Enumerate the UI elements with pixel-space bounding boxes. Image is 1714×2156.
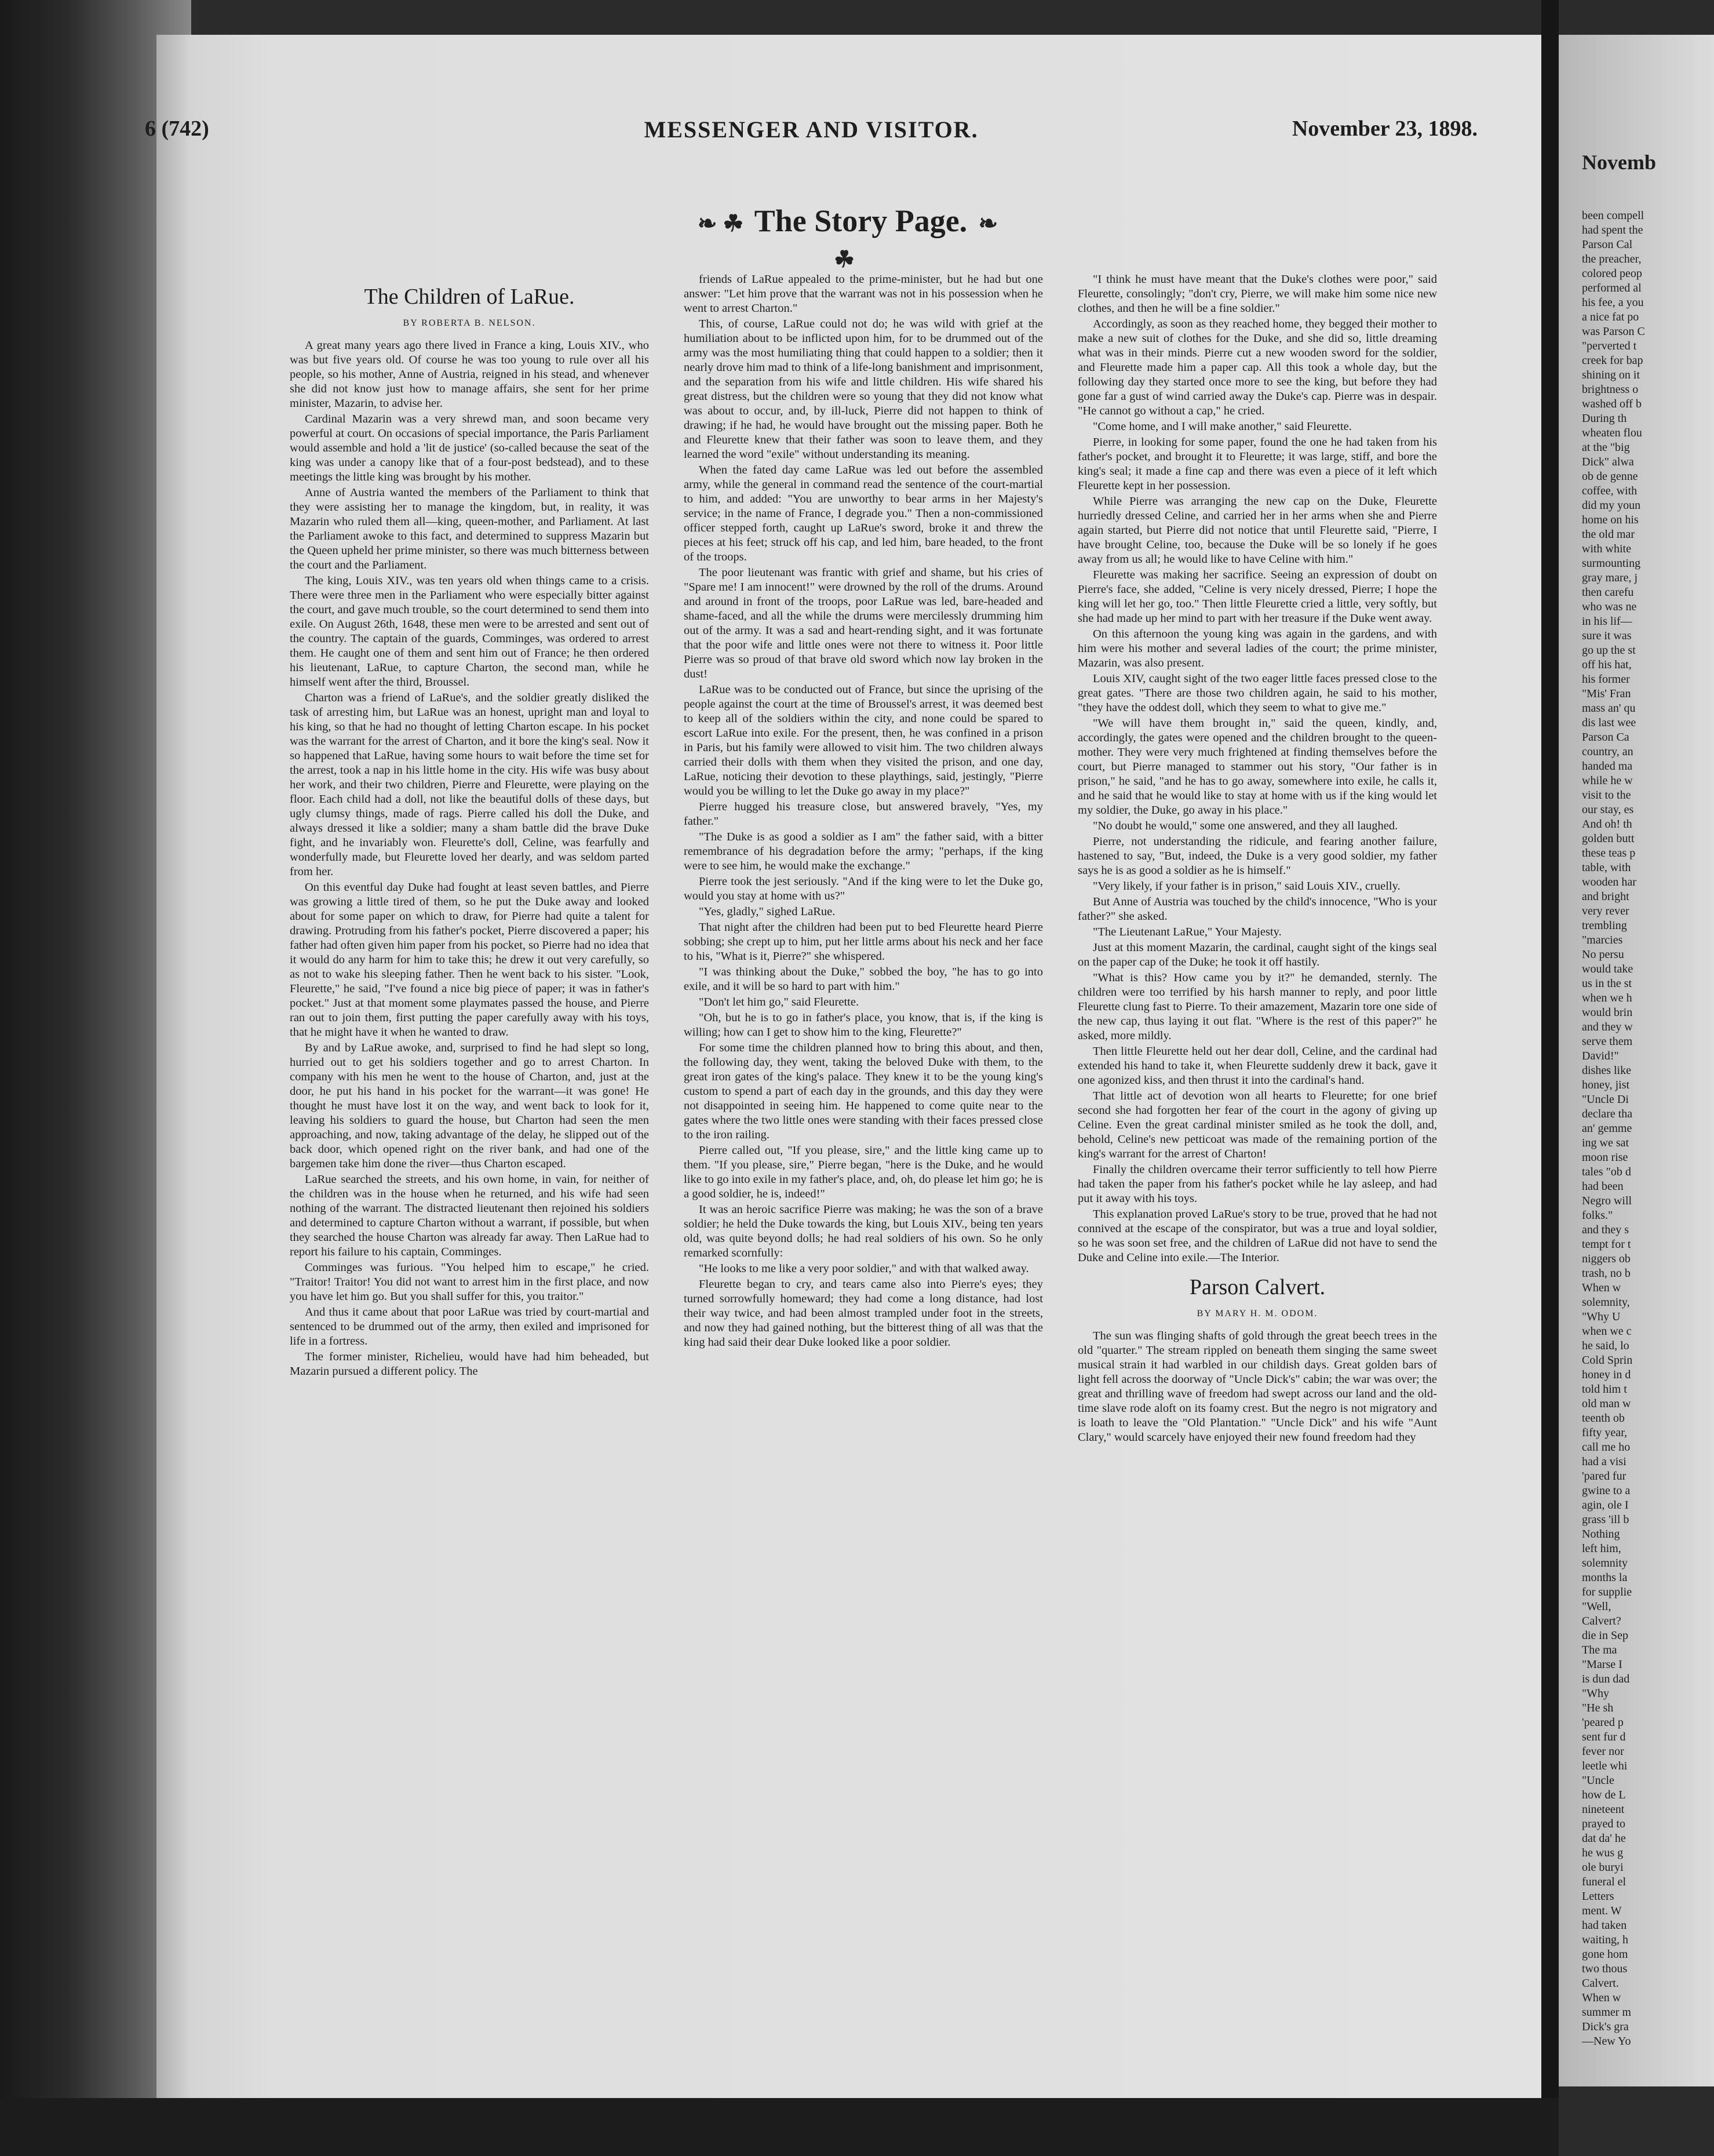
text-line: "He sh [1582, 1702, 1614, 1714]
text-line: "perverted t [1582, 340, 1637, 352]
article-2-body [1078, 1329, 1437, 1445]
text-line: been compell [1582, 209, 1644, 222]
paragraph: Pierre hugged his treasure close, but answered bravely, "Yes, my father." [684, 800, 1043, 828]
text-line: 'peared p [1582, 1716, 1624, 1729]
text-line: tales "ob d [1582, 1166, 1631, 1178]
adjacent-page-text [1582, 209, 1714, 2049]
paragraph: The sun was flinging shafts of gold through the great beech trees in the old "quarter." The stream rippled on beneath them singing the same sweet musical strain it had warbled in our childish days. Great golden bars of light fell across the doorway of "Uncle Dick's" cabin; the war was over; the great and thrilling wave of freedom had swept across our land and the old-time slave rode aloft on its foamy crest. But the negro is not migratory and is loath to leave the "Old Plantation." "Uncle Dick" and his wife "Aunt Clary," would scarcely have enjoyed their new found freedom had they [1078, 1330, 1437, 1444]
text-line: our stay, es [1582, 803, 1634, 816]
paragraph: "The Duke is as good a soldier as I am" the father said, with a bitter remembrance of his degradation before the army; "perhaps, if the king were to see him, he would make the exchange." [684, 831, 1043, 872]
text-line: call me ho [1582, 1441, 1631, 1454]
text-line: "Mis' Fran [1582, 687, 1631, 700]
paragraph: "No doubt he would," some one answered, and they all laughed. [1093, 820, 1398, 832]
article-2-byline: BY MARY H. M. ODOM. [1197, 1309, 1318, 1319]
paragraph: Cardinal Mazarin was a very shrewd man, and soon became very powerful at court. On occasions of special importance, the Paris Parliament would assemble and hold a 'lit de justice' (so-called because the seat of the king was under a canopy like that of a four-post bedstead), and to these meetings the little king was brought by his mother. [290, 413, 649, 483]
text-line: dat da' he [1582, 1832, 1626, 1845]
text-line: when we c [1582, 1325, 1632, 1338]
text-line: coffee, with [1582, 485, 1638, 497]
text-line: dishes like [1582, 1064, 1631, 1077]
text-line: The ma [1582, 1644, 1617, 1656]
text-line: wooden har [1582, 876, 1636, 888]
page-header [145, 116, 1478, 151]
text-line: ment. W [1582, 1904, 1622, 1917]
paragraph: For some time the children planned how to bring this about, and then, the following day, they went, taking the beloved Duke with them, to the great iron gates of the king's palace. They knew it to be the young king's custom to spend a part of each day in the grounds, and this day they were not disappointed in seeing him. He happened to come quite near to the gates where the two little ones were standing with their faces pressed close to the iron railing. [684, 1041, 1043, 1141]
text-line: his former [1582, 673, 1630, 686]
paragraph: Anne of Austria wanted the members of the Parliament to think that they were assisting her to manage the kingdom, but, in reality, it was Mazarin who ruled them all—king, queen-mother, and Parliament. At last the Parliament awoke to this fact, and determined to suppress Mazarin but the Queen upheld her prime minister, so there was much bitterness between the court and the Parliament. [290, 486, 649, 571]
text-line: trash, no b [1582, 1267, 1631, 1280]
text-line: die in Sep [1582, 1629, 1628, 1642]
text-line: Negro will [1582, 1194, 1632, 1207]
text-line: Calvert? [1582, 1615, 1621, 1627]
text-line: Nothing [1582, 1528, 1620, 1540]
section-title: The Story Page. [754, 203, 968, 238]
paragraph: Accordingly, as soon as they reached home, they begged their mother to make a new suit of clothes for the Duke, and she did so, little dreaming what was in their minds. Pierre cut a new wooden sword for the soldier, and Fleurette made him a paper cap. All this took a whole day, but the following day they started once more to see the king, but before they had gone far a gust of wind carried away the Duke's cap. Pierre was in despair. "He cannot go without a cap," he cried. [1078, 318, 1437, 417]
text-line: When w [1582, 1281, 1621, 1294]
paragraph: On this afternoon the young king was again in the gardens, and with him were his mother and several ladies of the court; the prime minister, Mazarin, was also present. [1078, 628, 1437, 669]
paper-title: MESSENGER AND VISITOR. [644, 116, 979, 143]
text-line: "Uncle Di [1582, 1093, 1629, 1106]
text-line: was Parson C [1582, 325, 1645, 338]
text-line: ob de genne [1582, 470, 1638, 483]
paragraph: But Anne of Austria was touched by the child's innocence, "Who is your father?" she asked. [1078, 895, 1437, 923]
text-line: fever nor [1582, 1745, 1624, 1758]
text-line: solemnity [1582, 1557, 1628, 1569]
text-line: No persu [1582, 948, 1624, 961]
text-line: honey, jist [1582, 1079, 1630, 1091]
text-line: ole buryi [1582, 1861, 1624, 1874]
text-line: grass 'ill b [1582, 1513, 1629, 1526]
paragraph: "Don't let him go," said Fleurette. [699, 996, 859, 1008]
text-line: mass an' qu [1582, 702, 1636, 715]
paragraph: "I was thinking about the Duke," sobbed the boy, "he has to go into exile, and it will be so hard to part with him." [684, 966, 1043, 993]
text-line: "Why U [1582, 1310, 1621, 1323]
bottom-shadow [0, 2098, 1559, 2156]
issue-date: November 23, 1898. [1292, 116, 1478, 141]
page-gutter [1541, 0, 1559, 2156]
text-line: niggers ob [1582, 1252, 1631, 1265]
text-line: had taken [1582, 1919, 1627, 1932]
paragraph: Comminges was furious. "You helped him to escape," he cried. "Traitor! Traitor! You did not want to arrest him in the first place, and now you have let him go. But you shall suffer for this, you traitor." [290, 1261, 649, 1303]
text-line: would take [1582, 963, 1633, 975]
paragraph: friends of LaRue appealed to the prime-minister, but he had but one answer: "Let him prove that the warrant was not in his possession when he went to arrest Charton." [684, 273, 1043, 315]
column-2 [684, 272, 1043, 1351]
text-line: the preacher, [1582, 253, 1642, 265]
text-line: fifty year, [1582, 1426, 1628, 1439]
text-line: at the "big [1582, 441, 1630, 454]
text-line: golden butt [1582, 832, 1635, 845]
ornament-left-icon: ❧ ☘ [697, 210, 744, 236]
text-line: performed al [1582, 282, 1642, 294]
text-line: 'pared fur [1582, 1470, 1627, 1483]
text-line: while he w [1582, 774, 1633, 787]
paragraph: Louis XIV, caught sight of the two eager little faces pressed close to the great gates. "There are those two children again, he said to his mother, "they have the oddest doll, which they seem to what to give me." [1078, 672, 1437, 714]
text-line: During th [1582, 412, 1627, 425]
text-line: surmounting [1582, 557, 1641, 570]
text-line: Parson Ca [1582, 731, 1629, 744]
text-line: moon rise [1582, 1151, 1628, 1164]
column-3-body [1078, 272, 1437, 1265]
text-line: would brin [1582, 1006, 1633, 1019]
paragraph: Charton was a friend of LaRue's, and the soldier greatly disliked the task of arresting him, but LaRue was an honest, upright man and loyal to his king, so that he had no thought of letting Charton escape. In his pocket was the warrant for the arrest of Charton, and it bore the king's seal. Now it so happened that LaRue, having some hours to wait before the time set for the arrest, took a nap in his little home in the city. His wife was busy about her work, and their two children, Pierre and Fleurette, were playing on the floor. Each child had a doll, not like the beautiful dolls of these days, but ugly clumsy things, made of rags. Pierre called his doll the Duke, and always dressed it like a soldier; many a sham battle did the brave Duke fight, and he invariably won. Fleurette's doll, Celine, was fearfully and wonderfully made, but Fleurette loved her dearly, and was seldom parted from her. [290, 691, 649, 878]
paragraph: By and by LaRue awoke, and, surprised to find he had slept so long, hurried out to get his soldiers together and go to arrest Charton. In company with his men he went to the house of Charton, and, just at the door, he put his hand in his pocket for the warrant—it was gone! He thought he must have lost it on the way, and went back to look for it, leaving his soldiers to guard the house, but Charton had seen the men approaching, and now, taking advantage of the delay, he slipped out of the back door, which opened right on the river bank, and had one of the bargemen take him done the river—thus Charton escaped. [290, 1041, 649, 1170]
text-line: and they s [1582, 1223, 1629, 1236]
text-line: summer m [1582, 2006, 1631, 2019]
text-line: he wus g [1582, 1847, 1624, 1859]
text-line: a nice fat po [1582, 311, 1639, 323]
text-line: visit to the [1582, 789, 1631, 802]
text-line: and bright [1582, 890, 1629, 903]
paragraph: The king, Louis XIV., was ten years old when things came to a crisis. There were three men in the Parliament who were especially bitter against the court, and gave much trouble, so the court determined to send them into exile. On August 26th, 1648, these men were to be arrested and sent out of the country. The captain of the guards, Comminges, was ordered to arrest them. He caught one of them and sent him out of France; he then ordered his lieutenant, LaRue, to capture Charton, the second man, while he himself went after the third, Broussel. [290, 574, 649, 689]
paragraph: While Pierre was arranging the new cap on the Duke, Fleurette hurriedly dressed Celine, and carried her in her arms when she and Pierre again started, but Pierre did not notice that until Fleurette said, "Pierre, I have brought Celine, too, because the Duke will be so lonely if he goes away from us all; he would like to have Celine with him." [1078, 495, 1437, 566]
text-line: sure it was [1582, 629, 1632, 642]
text-line: us in the st [1582, 977, 1632, 990]
text-line: solemnity, [1582, 1296, 1630, 1309]
text-line: declare tha [1582, 1108, 1633, 1120]
paragraph: A great many years ago there lived in France a king, Louis XIV., who was but five years old. Of course he was too young to rule over all his people, so his mother, Anne of Austria, reigned in his stead, and whenever she did not know just how to manage affairs, she sent for her prime minister, Mazarin, to advise her. [290, 339, 649, 410]
paragraph: Pierre, in looking for some paper, found the one he had taken from his father's pocket, and brought it to Fleurette; it was large, stiff, and bore the king's seal; it made a fine cap and there was even a piece of it left which Fleurette kept in her possession. [1078, 436, 1437, 492]
text-line: old man w [1582, 1397, 1631, 1410]
paragraph: Fleurette was making her sacrifice. Seeing an expression of doubt on Pierre's face, she added, "Celine is very nicely dressed, Pierre; I hope the king will let her go, too." Then little Fleurette cried a little, very softly, but she had made up her mind to part with her treasure if the Duke went away. [1078, 569, 1437, 625]
text-line: off his hat, [1582, 658, 1632, 671]
text-line: funeral el [1582, 1875, 1627, 1888]
article-title: The Children of LaRue. [364, 285, 575, 309]
text-line: had spent the [1582, 224, 1643, 236]
text-line: months la [1582, 1571, 1628, 1584]
text-line: who was ne [1582, 600, 1637, 613]
column-1 [290, 284, 649, 1380]
article-2-title: Parson Calvert. [1189, 1275, 1326, 1299]
text-line: dis last wee [1582, 716, 1636, 729]
text-line: two thous [1582, 1962, 1628, 1975]
text-line: is dun dad [1582, 1673, 1630, 1685]
paragraph: Pierre, not understanding the ridicule, and fearing another failure, hastened to say, "But, indeed, the Duke is a very good soldier, my father says he is as good a soldier as he is himself." [1078, 835, 1437, 877]
paragraph: When the fated day came LaRue was led out before the assembled army, while the general in command read the sentence of the court-martial to him, and added: "You are unworthy to bear arms in her Majesty's service; in the name of France, I degrade you." Then a non-commissioned officer stepped forth, caught up LaRue's sword, broke it and threw the pieces at his feet; struck off his cap, and led him, bare headed, to the front of the troops. [684, 464, 1043, 563]
text-line: leetle whi [1582, 1760, 1628, 1772]
text-line: "Marse I [1582, 1658, 1622, 1671]
text-line: "Well, [1582, 1600, 1611, 1613]
text-line: told him t [1582, 1383, 1627, 1396]
text-line: sent fur d [1582, 1731, 1626, 1743]
paragraph: "I think he must have meant that the Duke's clothes were poor," said Fleurette, consolingly; "don't cry, Pierre, we will make him some nice new clothes, and then he will be a fine soldier." [1078, 273, 1437, 315]
paragraph: "He looks to me like a very poor soldier," and with that walked away. [699, 1262, 1029, 1275]
text-line: how de L [1582, 1789, 1626, 1801]
paragraph: "Very likely, if your father is in prison," said Louis XIV., cruelly. [1093, 880, 1401, 893]
paragraph: Just at this moment Mazarin, the cardinal, caught sight of the kings seal on the paper cap of the Duke; he took it off hastily. [1078, 941, 1437, 968]
column-2-body [684, 272, 1043, 1350]
paragraph: That night after the children had been put to bed Fleurette heard Pierre sobbing; she crept up to him, put her little arms about his neck and her face to his, "What is it, Pierre?" she whispered. [684, 921, 1043, 963]
text-line: had been [1582, 1180, 1624, 1193]
text-line: country, an [1582, 745, 1633, 758]
paragraph: LaRue searched the streets, and his own home, in vain, for neither of the children was in the house when he returned, and his wife had seen nothing of the warrant. The distracted lieutenant then rejoined his soldiers and determined to capture Charton without a warrant, if possible, but when they searched the house Charton was already far away. Then LaRue had to report his failure to his captain, Comminges. [290, 1173, 649, 1258]
text-line: waiting, h [1582, 1933, 1628, 1946]
text-line: gwine to a [1582, 1484, 1631, 1497]
paragraph: That little act of devotion won all hearts to Fleurette; for one brief second she had forgotten her fear of the court in the agony of giving up Celine. Even the great cardinal minister smiled as he took the doll, and, behold, Celine's new petticoat was made of the remaining portion of the king's warrant for the arrest of Charton! [1078, 1090, 1437, 1160]
paragraph: Fleurette began to cry, and tears came also into Pierre's eyes; they turned sorrowfully homeward; they had come a long distance, had lost their way twice, and had been almost trampled under foot in the streets, and now they had gained nothing, but the bitterest thing of all was that the king had said their dear Duke looked like a poor soldier. [684, 1278, 1043, 1349]
text-line: gone hom [1582, 1948, 1628, 1961]
text-line: creek for bap [1582, 354, 1643, 367]
paragraph: LaRue was to be conducted out of France, but since the uprising of the people against the court at the time of Broussel's arrest, it was deemed best to keep all of the soldiers within the city, and none could be spared to escort LaRue into exile. For the present, then, he was confined in a prison in Paris, but his family were allowed to visit him. The two children always carried their dolls with them when they visited the prison, and one day, LaRue, noticing their devotion to these playthings, said, jestingly, "Pierre would you be willing to let the Duke go away in my place?" [684, 683, 1043, 797]
adjacent-page-header: Novemb [1582, 151, 1656, 174]
paragraph: "Come home, and I will make another," said Fleurette. [1093, 420, 1352, 433]
text-line: left him, [1582, 1542, 1621, 1555]
text-line: tempt for t [1582, 1238, 1631, 1251]
text-line: honey in d [1582, 1368, 1631, 1381]
text-line: these teas p [1582, 847, 1636, 860]
text-line: very rever [1582, 905, 1629, 917]
text-line: nineteent [1582, 1803, 1625, 1816]
column-1-body [290, 338, 649, 1379]
text-line: And oh! th [1582, 818, 1632, 831]
article-byline: BY ROBERTA B. NELSON. [403, 318, 536, 328]
text-line: Dick" alwa [1582, 456, 1634, 468]
paragraph: This, of course, LaRue could not do; he was wild with grief at the humiliation about to be inflicted upon him, for to be drummed out of the army was the most humiliating thing that could happen to a soldier; then it nearly drove him mad to think of a life-long banishment and imprisonment, and the separation from his wife and little children. His wife shared his great distress, but the children were so young that they did not know what was about to occur, and, by ill-luck, Pierre did not happen to think of drawing; if he had, he would have brought out the missing paper. Both he and Fleurette knew that their father was soon to leave them, and they learned the word "exile" without understanding its meaning. [684, 318, 1043, 461]
text-line: brightness o [1582, 383, 1639, 396]
page-number: 6 (742) [145, 116, 209, 141]
text-line: when we h [1582, 992, 1632, 1004]
text-line: with white [1582, 542, 1631, 555]
paragraph: "We will have them brought in," said the queen, kindly, and, accordingly, the gates were opened and the children brought to the queen-mother. They were very much frightened at finding themselves before the court, but Pierre managed to stammer out his story, "Our father is in prison," he said, "and he has to go away, somewhere into exile, he calls it, and he said that he would like to stay at home with us if the king would let my soldier, the Duke, go away in his place." [1078, 717, 1437, 817]
paragraph: It was an heroic sacrifice Pierre was making; he was the son of a brave soldier; he held the Duke towards the king, but Louis XIV., being ten years old, was quite beyond dolls; he had real soldiers of his own. So he only remarked scornfully: [684, 1203, 1043, 1259]
text-line: wheaten flou [1582, 427, 1642, 439]
ornament-right-icon: ❧ ☘ [834, 210, 998, 272]
text-line: serve them [1582, 1035, 1633, 1048]
text-line: for supplie [1582, 1586, 1632, 1598]
paragraph: Pierre took the jest seriously. "And if the king were to let the Duke go, would you stay at home with us?" [684, 875, 1043, 902]
column-3 [1078, 272, 1437, 1446]
paragraph: And thus it came about that poor LaRue was tried by court-martial and sentenced to be drummed out of the army, then exiled and imprisoned for life in a fortress. [290, 1306, 649, 1348]
text-line: gray mare, j [1582, 571, 1638, 584]
text-line: "Why [1582, 1687, 1610, 1700]
paragraph: The former minister, Richelieu, would have had him beheaded, but Mazarin pursued a different policy. The [290, 1350, 649, 1378]
text-line: had a visi [1582, 1455, 1627, 1468]
paragraph: "Oh, but he is to go in father's place, you know, that is, if the king is willing; how can I get to show him to the king, Fleurette?" [684, 1011, 1043, 1039]
text-line: table, with [1582, 861, 1631, 874]
paragraph: The poor lieutenant was frantic with grief and shame, but his cries of "Spare me! I am innocent!" were drowned by the roll of the drums. Around and around in front of the troops, poor LaRue was led, bare-headed and shame-faced, and all the while the drums were mercilessly drumming him out of the army. It was a sad and heart-rending sight, and it was fortunate that the poor wife and little ones were not there to witness it. Poor little Pierre was so proud of that brave old sword which now lay broken in the dust! [684, 566, 1043, 680]
text-line: agin, ole I [1582, 1499, 1629, 1512]
paragraph: Pierre called out, "If you please, sire," and the little king came up to them. "If you please, sire," Pierre began, "here is the Duke, and he would like to go into exile in my father's place, and, oh, do please let him go; he is a good soldier, he is, indeed!" [684, 1144, 1043, 1200]
text-line: teenth ob [1582, 1412, 1625, 1425]
text-line: ing we sat [1582, 1137, 1629, 1149]
text-line: and they w [1582, 1021, 1633, 1033]
text-line: Cold Sprin [1582, 1354, 1633, 1367]
text-line: an' gemme [1582, 1122, 1632, 1135]
adjacent-page [1559, 35, 1714, 2086]
text-line: "marcies [1582, 934, 1623, 946]
text-line: his fee, a you [1582, 296, 1644, 309]
section-heading [690, 203, 1002, 275]
text-line: home on his [1582, 513, 1639, 526]
text-line: When w [1582, 1991, 1621, 2004]
paragraph: Finally the children overcame their terror sufficiently to tell how Pierre had taken the paper from his father's pocket while he lay asleep, and had put it away with his toys. [1078, 1163, 1437, 1205]
paragraph: On this eventful day Duke had fought at least seven battles, and Pierre was growing a little tired of them, so he put the Duke away and looked about for some paper on which to draw, for Pierre had quite a talent for drawing. Protruding from his father's pocket, Pierre discovered a paper; his father had often given him paper from his pocket, so Pierre had no idea that it would do any harm for him to take this; he drew it out very carefully, so as not to wake his sleeping father. Then he went back to his sister. "Look, Fleurette," he said, "I've found a nice big piece of paper; it was in father's pocket." Just at that moment some playmates passed the house, and Pierre ran out to join them, first putting the paper carefully away with his toys, that he might have it when he wanted to draw. [290, 881, 649, 1039]
text-line: he said, lo [1582, 1339, 1629, 1352]
paragraph: "Yes, gladly," sighed LaRue. [699, 905, 836, 918]
text-line: then carefu [1582, 586, 1634, 599]
text-line: trembling [1582, 919, 1627, 932]
text-line: Letters [1582, 1890, 1614, 1903]
text-line: Dick's gra [1582, 2020, 1629, 2033]
text-line: handed ma [1582, 760, 1633, 773]
text-line: did my youn [1582, 499, 1641, 512]
text-line: Calvert. [1582, 1977, 1619, 1990]
text-line: shining on it [1582, 369, 1640, 381]
paragraph: "The Lieutenant LaRue," Your Majesty. [1093, 926, 1282, 938]
paragraph: This explanation proved LaRue's story to be true, proved that he had not connived at the escape of the conspirator, but was a true and loyal soldier, so he was soon set free, and the children of LaRue did not have to send the Duke and Celine into exile.—The Interior. [1078, 1208, 1437, 1264]
paragraph: Then little Fleurette held out her dear doll, Celine, and the cardinal had extended his hand to take it, when Fleurette suddenly drew it back, gave it one agonized kiss, and then thrust it into the cardinal's hand. [1078, 1045, 1437, 1087]
text-line: "Uncle [1582, 1774, 1614, 1787]
text-line: folks." [1582, 1209, 1613, 1222]
text-line: colored peop [1582, 267, 1642, 280]
text-line: in his lif— [1582, 615, 1632, 628]
text-line: David!" [1582, 1050, 1619, 1062]
paragraph: "What is this? How came you by it?" he demanded, sternly. The children were too terrified by his harsh manner to reply, and poor little Fleurette clung fast to Pierre. To their amazement, Mazarin tore one side of the new cap, thus laying it out flat. "Where is the rest of this paper?" he asked, more mildly. [1078, 971, 1437, 1042]
text-line: prayed to [1582, 1818, 1625, 1830]
text-line: washed off b [1582, 398, 1642, 410]
text-line: go up the st [1582, 644, 1636, 657]
text-line: Parson Cal [1582, 238, 1633, 251]
text-line: the old mar [1582, 528, 1635, 541]
text-line: —New Yo [1582, 2035, 1631, 2048]
